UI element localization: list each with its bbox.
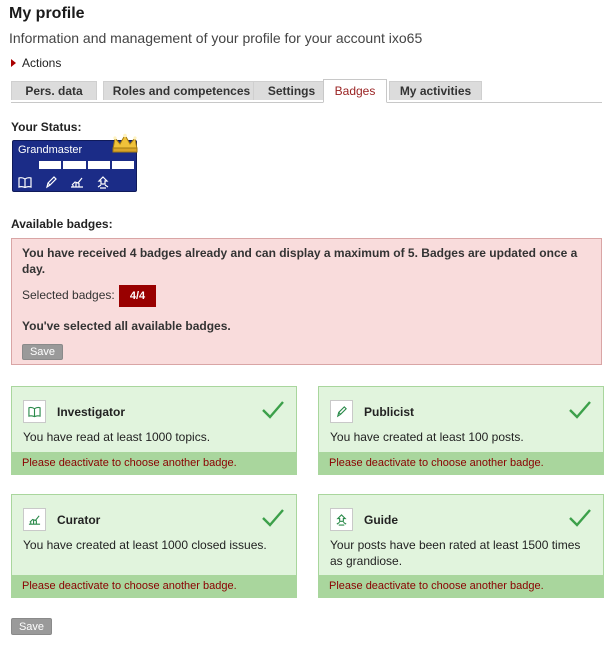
tab-my-activities[interactable]: My activities xyxy=(389,81,482,100)
level-segment xyxy=(14,160,38,170)
available-heading: Available badges: xyxy=(11,217,113,231)
badge-card-investigator[interactable] xyxy=(11,386,297,475)
checkmark-icon xyxy=(261,400,285,420)
save-button[interactable]: Save xyxy=(11,618,52,635)
badge-name: Investigator xyxy=(57,405,126,419)
pen-icon xyxy=(44,175,58,189)
badge-name: Guide xyxy=(364,513,399,527)
badge-name: Publicist xyxy=(364,405,415,419)
level-segment xyxy=(111,160,135,170)
selected-badges-label: Selected badges: xyxy=(22,288,115,302)
level-segment xyxy=(38,160,62,170)
notice-save-button[interactable]: Save xyxy=(22,344,63,360)
badge-footer: Please deactivate to choose another badge. xyxy=(12,575,296,597)
all-selected-message: You've selected all available badges. xyxy=(22,319,231,333)
caret-right-icon xyxy=(11,59,16,67)
tab-roles-and-competences[interactable]: Roles and competences xyxy=(103,81,260,100)
status-heading: Your Status: xyxy=(11,120,82,134)
tab-badges[interactable]: Badges xyxy=(323,79,387,103)
actions-label: Actions xyxy=(22,56,62,70)
badge-description: You have read at least 1000 topics. xyxy=(23,430,211,444)
guide-icon xyxy=(96,175,110,189)
guide-icon xyxy=(335,513,348,526)
status-icons xyxy=(18,175,110,189)
badge-icon-box xyxy=(23,508,46,531)
status-card xyxy=(12,140,137,192)
badge-icon-box xyxy=(23,400,46,423)
book-icon xyxy=(18,175,32,189)
badge-footer: Please deactivate to choose another badge. xyxy=(319,575,603,597)
level-segment xyxy=(87,160,111,170)
badge-name: Curator xyxy=(57,513,101,527)
badge-card-guide[interactable] xyxy=(318,494,604,598)
page-title: My profile xyxy=(9,5,85,22)
checkmark-icon xyxy=(568,400,592,420)
crown-icon xyxy=(111,133,139,153)
chart-icon xyxy=(70,175,84,189)
badge-icon-box xyxy=(330,508,353,531)
pen-icon xyxy=(335,405,348,418)
level-segment xyxy=(62,160,86,170)
badge-description: You have created at least 100 posts. xyxy=(330,430,524,444)
checkmark-icon xyxy=(261,508,285,528)
book-icon xyxy=(28,405,41,418)
tab-pers-data[interactable]: Pers. data xyxy=(11,81,97,100)
tab-settings[interactable]: Settings xyxy=(253,81,330,100)
badge-notice xyxy=(11,238,602,365)
badge-footer: Please deactivate to choose another badge. xyxy=(12,452,296,474)
badge-description: Your posts have been rated at least 1500 times as grandiose. xyxy=(330,538,581,568)
actions-toggle[interactable] xyxy=(11,56,61,70)
badge-card-publicist[interactable] xyxy=(318,386,604,475)
badge-card-curator[interactable] xyxy=(11,494,297,598)
selected-badges-count: 4/4 xyxy=(119,285,156,307)
badge-description: You have created at least 1000 closed issues. xyxy=(23,538,267,552)
chart-icon xyxy=(28,513,41,526)
status-rank: Grandmaster xyxy=(18,144,83,156)
checkmark-icon xyxy=(568,508,592,528)
notice-message: You have received 4 badges already and can display a maximum of 5. Badges are updated once a day. xyxy=(22,246,578,276)
tab-bar xyxy=(11,81,602,103)
badge-footer: Please deactivate to choose another badge. xyxy=(319,452,603,474)
badge-icon-box xyxy=(330,400,353,423)
page-subtitle: Information and management of your profile for your account ixo65 xyxy=(9,30,423,46)
status-level-bar xyxy=(14,160,135,170)
